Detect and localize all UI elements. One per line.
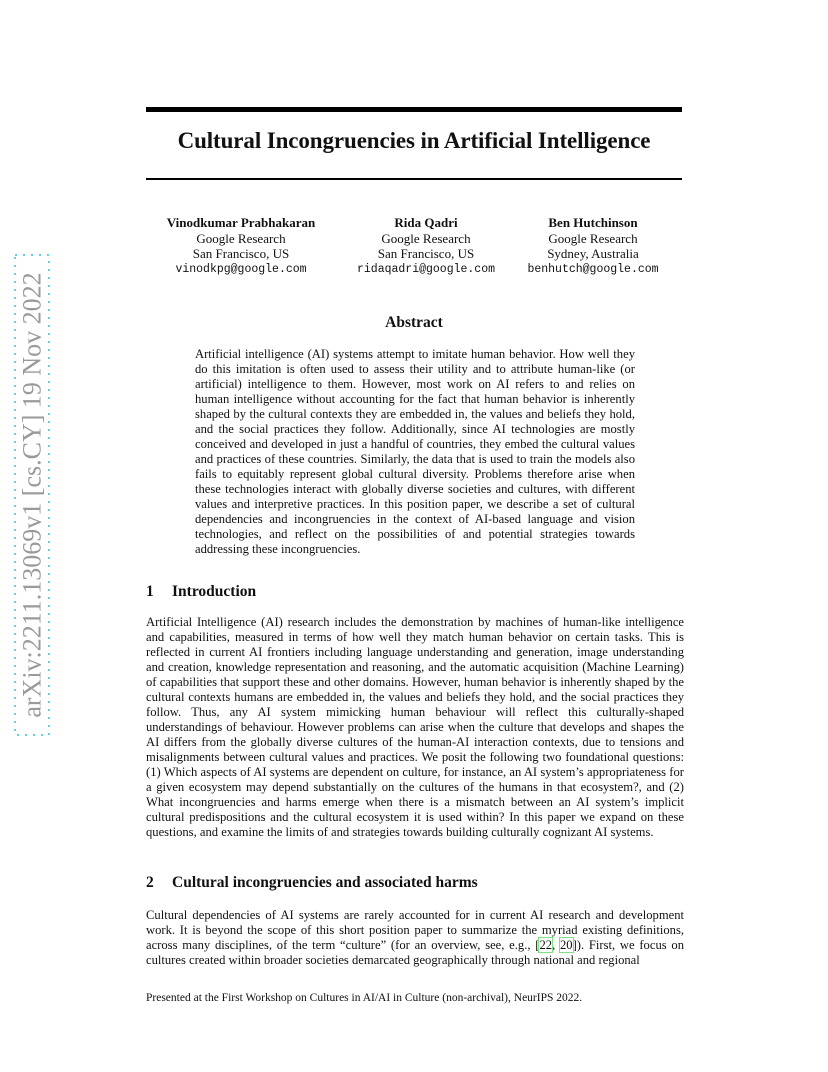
author-1 xyxy=(146,215,336,277)
paragraph-text: ]). First, we focus on cultures created within broader societies demarcated geographically through national and regional xyxy=(146,938,684,967)
author-affiliation: Google Research xyxy=(196,230,286,246)
author-affiliation: Google Research xyxy=(381,230,471,246)
title-top-rule xyxy=(146,107,682,112)
author-affiliation: Google Research xyxy=(548,230,638,246)
paragraph-text: Cultural dependencies of AI systems are rarely accounted for in current AI research and development work. It is beyond the scope of this short position paper to summarize the myriad existing definitions, across many disciplines, of the term “culture” (for an overview, see, e.g., [ xyxy=(146,908,684,952)
author-email[interactable]: ridaqadri@google.com xyxy=(356,262,496,276)
arxiv-stamp xyxy=(13,253,51,737)
introduction-paragraph: Artificial Intelligence (AI) research includes the demonstration by machines of human-like intelligence and capabilities, measured in terms of how well they match human behavior on certain tasks. This is reflected in current AI frontiers including language understanding and generation, image understanding and creation, knowledge representation and reasoning, and the automatic acquisition (Machine Learning) of capabilities that support these and other domains. However, human behavior is inherently shaped by the cultural contexts humans are embedded in, the values and beliefs they hold, and the social practices they follow. Thus, any AI system mimicking human behaviour will reflect this culturally-shaped understandings of behaviour. However problems can arise when the culture that develops and shapes the AI differs from the globally diverse cultures of the human-AI interaction contexts, due to tensions and misalignments between cultural values and practices. We posit the following two foundational questions: (1) Which aspects of AI systems are dependent on culture, for instance, an AI system’s appropriateness for a given ecosystem may depend substantially on the cultures of the humans in that ecosystem?, and (2) What incongruencies and harms emerge when there is a mismatch between an AI system’s implicit cultural predispositions and the cultural ecosystem it is used within? In this paper we expand on these questions, and examine the limits of and strategies towards building culturally cognizant AI systems. xyxy=(146,615,684,839)
author-location: San Francisco, US xyxy=(377,246,475,261)
section-heading-introduction xyxy=(146,583,256,601)
citation-link[interactable]: 20 xyxy=(560,938,573,952)
author-name: Vinodkumar Prabhakaran xyxy=(166,215,316,230)
section-heading-cultural-incongruencies xyxy=(146,874,478,892)
section-title: Introduction xyxy=(172,583,257,600)
cultural-incongruencies-paragraph xyxy=(146,908,684,968)
paper-title: Cultural Incongruencies in Artificial Intelligence xyxy=(177,128,651,153)
citation-link[interactable]: 22 xyxy=(539,938,553,952)
abstract-text: Artificial intelligence (AI) systems attempt to imitate human behavior. How well they do this imitation is often used to assess their utility and to attribute human-like (or artificial) intelligence to them. However, most work on AI refers to and relies on human intelligence without accounting for the fact that human behavior is inherently shaped by the cultural contexts they are embedded in, the values and beliefs they hold, and the social practices they follow. Additionally, since AI technologies are mostly conceived and developed in just a handful of countries, they embed the cultural values and practices of these countries. Similarly, the data that is used to train the models also fails to equitably represent global cultural diversity. Problems therefore arise when these technologies interact with globally diverse societies and cultures, with different values and interpretive practices. In this position paper, we describe a set of cultural dependencies and incongruencies in the context of AI-based language and vision technologies, and reflect on the possibilities of and potential strategies towards addressing these incongruencies. xyxy=(195,347,635,556)
author-3 xyxy=(518,215,668,277)
section-number: 2 xyxy=(146,874,154,891)
author-email[interactable]: benhutch@google.com xyxy=(527,262,659,276)
author-location: Sydney, Australia xyxy=(547,246,639,261)
author-name: Ben Hutchinson xyxy=(548,215,638,230)
abstract-heading: Abstract xyxy=(385,314,443,331)
section-title: Cultural incongruencies and associated harms xyxy=(172,874,478,891)
author-location: San Francisco, US xyxy=(192,246,290,261)
section-number: 1 xyxy=(146,583,154,600)
arxiv-stamp-text: arXiv:2211.13069v1 [cs.CY] 19 Nov 2022 xyxy=(17,272,47,718)
author-name: Rida Qadri xyxy=(394,215,458,230)
author-email[interactable]: vinodkpg@google.com xyxy=(175,262,307,276)
venue-footnote: Presented at the First Workshop on Cultures in AI/AI in Culture (non-archival), NeurIPS 2022. xyxy=(146,992,583,1004)
citation-separator: , xyxy=(552,938,560,952)
title-bottom-rule xyxy=(146,178,682,180)
author-2 xyxy=(342,215,510,277)
